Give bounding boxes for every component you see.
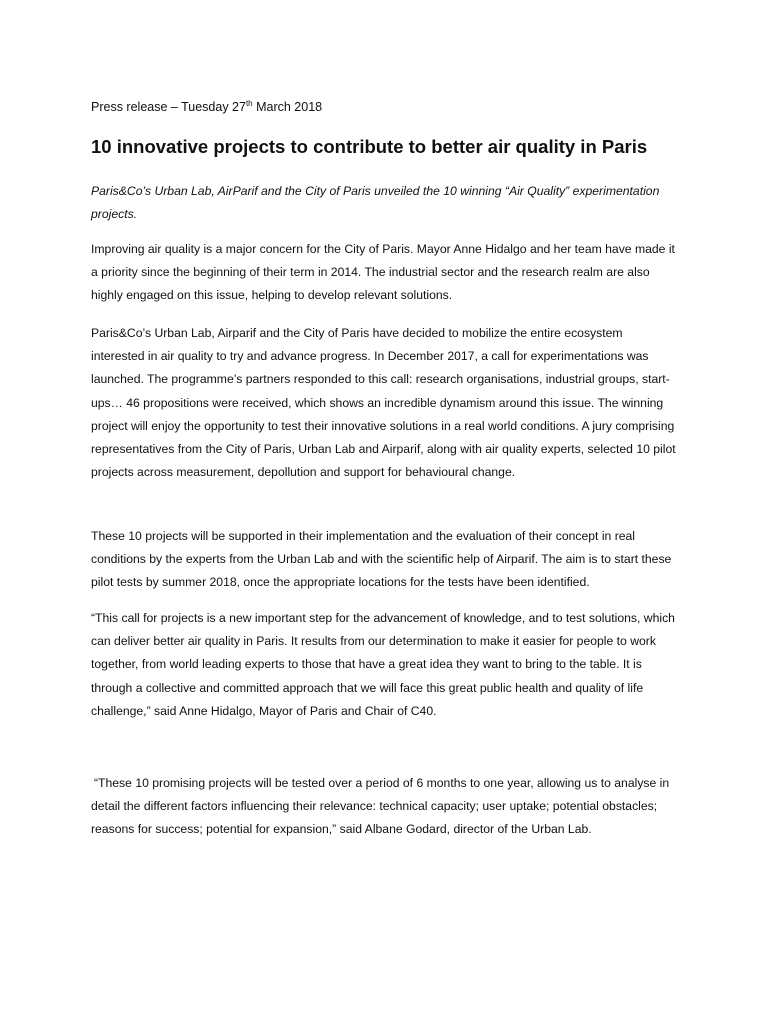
body-paragraph-1: Improving air quality is a major concern for the City of Paris. Mayor Anne Hidalgo and her team have made it a priority since the beginning of their term in 2014. The industrial sector and the research realm are also highly engaged on this issue, helping to develop relevant solutions. bbox=[91, 242, 675, 303]
dateline-prefix: Press release – Tuesday 27 bbox=[91, 100, 246, 114]
body-paragraph-2: Paris&Co’s Urban Lab, Airparif and the City of Paris have decided to mobilize the entire ecosystem interested in air quality to try and advance progress. In December 2017, a call for experimentations was launched. The programme’s partners responded to this call: research organisations, industrial groups, start-ups… 46 propositions were received, which shows an incredible dynamism around this issue. The winning project will enjoy the opportunity to test their innovative solutions in a real world conditions. A jury comprising representatives from the City of Paris, Urban Lab and Airparif, along with air quality experts, selected 10 pilot projects across measurement, depollution and support for behavioural change. bbox=[91, 326, 676, 480]
document-page bbox=[91, 0, 676, 1024]
body-paragraph-3: These 10 projects will be supported in their implementation and the evaluation of their concept in real conditions by the experts from the Urban Lab and with the scientific help of Airparif. The aim is to start these pilot tests by summer 2018, once the appropriate locations for the tests have been identified. bbox=[91, 529, 672, 590]
dateline-month-year: March 2018 bbox=[252, 100, 323, 114]
quote-paragraph-hidalgo: “This call for projects is a new important step for the advancement of knowledge, and to test solutions, which can deliver better air quality in Paris. It results from our determination to make it easier for people to work together, from world leading experts to those that have a great idea they want to bring to the table. It is through a collective and committed approach that we will face this great public health and quality of life challenge,” said Anne Hidalgo, Mayor of Paris and Chair of C40. bbox=[91, 611, 675, 718]
lead-paragraph: Paris&Co’s Urban Lab, AirParif and the City of Paris unveiled the 10 winning “Air Quality” experimentation projects. bbox=[91, 184, 660, 222]
quote-paragraph-godard: “These 10 promising projects will be tested over a period of 6 months to one year, allowing us to analyse in detail the different factors influencing their relevance: technical capacity; user uptake; potential obstacles; reasons for success; potential for expansion,” said Albane Godard, director of the Urban Lab. bbox=[91, 776, 670, 837]
dateline-ordinal-suffix: th bbox=[245, 99, 253, 108]
press-release-dateline bbox=[91, 98, 322, 116]
headline: 10 innovative projects to contribute to better air quality in Paris bbox=[91, 136, 648, 157]
